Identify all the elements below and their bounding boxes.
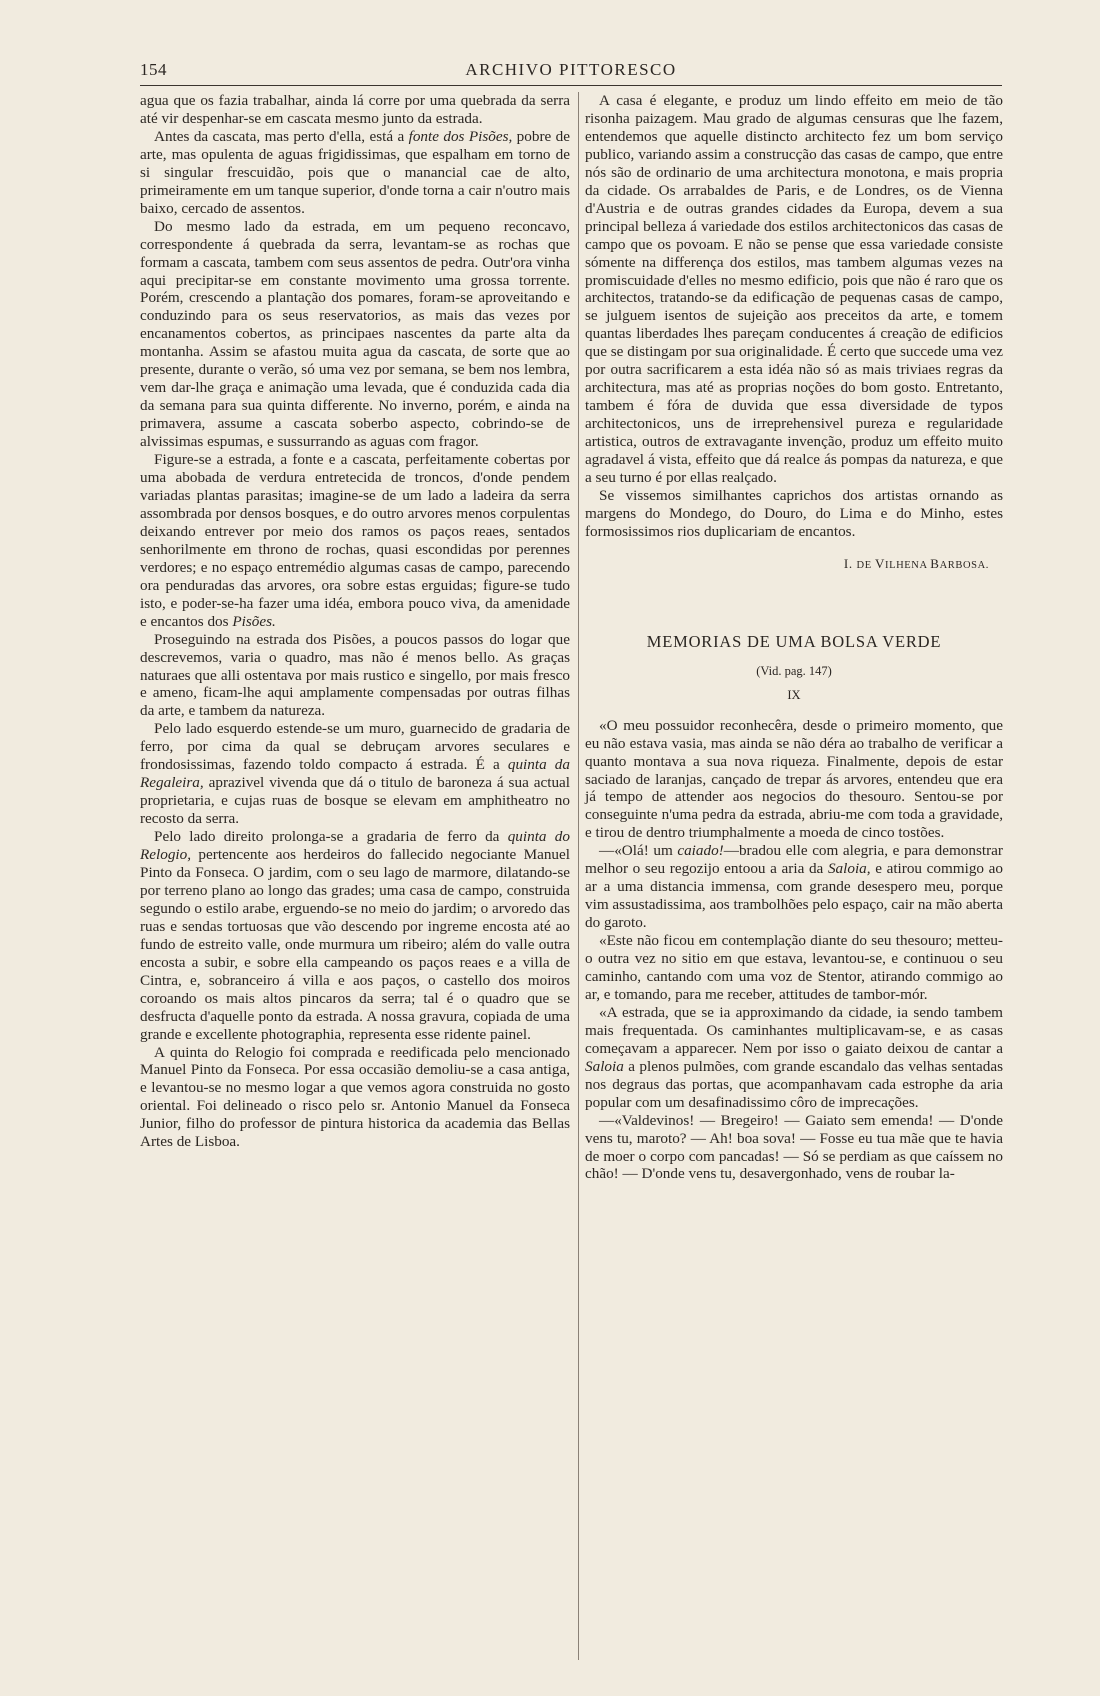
article-title: MEMORIAS DE UMA BOLSA VERDE [646, 631, 942, 651]
header-rule [140, 85, 1002, 86]
page-number: 154 [140, 60, 167, 79]
author-signature: I. DE VILHENA BARBOSA. [843, 555, 989, 571]
paragraph: «A estrada, que se ia approximando da cidade, ia sendo tambem mais frequentada. Os caminhantes multiplicavam-se, e as casas começavam a apparecer. Nem por isso o gaiato deixou de cantar a Saloia a plenos pulmões, com grande escandalo das velhas sentadas nos degraus das portas, que acompanhavam cada estrophe da aria popular com um desafinadissimo côro de imprecações. [585, 1003, 1003, 1111]
paragraph: agua que os fazia trabalhar, ainda lá corre por uma quebrada da serra até vir despenhar-se em cascata mesmo junto da estrada. [140, 92, 570, 127]
paragraph: Antes da cascata, mas perto d'ella, está a fonte dos Pisões, pobre de arte, mas opulenta de aguas frigidissimas, que espalham em torno de si singular frescuidão, pois que o manancial cae de alto, primeiramente em um tanque superior, d'onde torna a cair n'outro mais baixo, cercado de assentos. [140, 127, 570, 217]
article-reference: (Vid. pag. 147) [756, 663, 832, 678]
paragraph: Proseguindo na estrada dos Pisões, a poucos passos do logar que descrevemos, varia o quadro, mas não é menos bello. As graças naturaes que alli ostentava por mais rustico e singello, por mais fresco e ameno, ficam-lhe aqui amplamente compensadas por outras filhas da arte, e tambem da natureza. [140, 630, 570, 720]
section-separator [585, 575, 1003, 633]
chapter-number: IX [787, 687, 801, 702]
left-column [140, 92, 570, 1151]
paragraph: —«Valdevinos! — Bregeiro! — Gaiato sem emenda! — D'onde vens tu, maroto? — Ah! boa sova! — Fosse eu tua mãe que te havia de moer o corpo com pancadas! — Só se perdiam as que caíssem no chão! — D'onde vens tu, desavergonhado, vens de roubar la- [585, 1111, 1003, 1183]
page-header [140, 60, 1002, 86]
column-divider [578, 92, 579, 1660]
paragraph: «Este não ficou em contemplação diante do seu thesouro; metteu-o outra vez no sitio em que estava, levantou-se, e continuou o seu caminho, cantando com uma voz de Stentor, atirando commigo ao ar, e tomando, para me receber, attitudes de tambor-mór. [585, 932, 1003, 1003]
paragraph: «O meu possuidor reconhecêra, desde o primeiro momento, que eu não estava vasia, mas ainda se não déra ao trabalho de verificar a quanto montava a sua nova riqueza. Finalmente, depois de estar saciado de laranjas, cançado de trepar ás arvores, entendeu que era já tempo de attender aos negocios do thesouro. Sentou-se por conseguinte n'uma pedra da estrada, abriu-me com toda a gravidade, e tirou de dentro triumphalmente a moeda de cinco tostões. [585, 716, 1003, 842]
paragraph: Do mesmo lado da estrada, em um pequeno reconcavo, correspondente á quebrada da serra, levantam-se as rochas que formam a cascata, tambem com seus assentos de pedra. Outr'ora vinha aqui precipitar-se em constante movimento uma grossa torrente. Porém, crescendo a plantação dos pomares, foram-se aproveitando e conduzindo para os seus reservatorios, as mais das vezes por encanamentos cobertos, as principaes nascentes da parte alta da montanha. Assim se afastou muita agua da cascata, de sorte que ao presente, durante o verão, só uma vez por semana, se bem nos lembra, vem dar-lhe graça e animação uma levada, que é conduzida cada dia da semana para sua quinta differente. No inverno, porém, e ainda na primavera, assume a cascata soberbo aspecto, cobrindo-se de alvissimas espumas, e sussurrando as aguas com fragor. [140, 217, 570, 451]
paragraph: A quinta do Relogio foi comprada e reedificada pelo mencionado Manuel Pinto da Fonseca. Por essa occasião demoliu-se a casa antiga, e levantou-se no mesmo logar a que vemos agora construida no gosto oriental. Foi delineado o risco pelo sr. Antonio Manuel da Fonseca Junior, filho do professor de pintura historica da academia das Bellas Artes de Lisboa. [140, 1043, 570, 1151]
right-column [585, 92, 1003, 1183]
paragraph: Pelo lado direito prolonga-se a gradaria de ferro da quinta do Relogio, pertencente aos herdeiros do fallecido negociante Manuel Pinto da Fonseca. O jardim, com o seu lago de marmore, dilatando-se por terreno plano ao longo das grades; uma casa de campo, construida segundo o estilo arabe, erguendo-se no meio do jardim; o arvoredo das ruas e sendas tortuosas que vão descendo por ingreme encosta até ao fundo de estreito valle, onde murmura um ribeiro; além do valle outra encosta a subir, e sobre ella campeando os paços reaes e a villa de Cintra, e, sobranceiro á villa e aos paços, o castello dos moiros coroando os mais altos pincaros da serra; tal é o quadro que se desfructa d'aquelle ponto da estrada. A nossa gravura, copiada de uma grande e excellente photographia, representa esse ridente painel. [140, 828, 570, 1043]
running-title: ARCHIVO PITTORESCO [465, 60, 677, 79]
paragraph: A casa é elegante, e produz um lindo effeito em meio de tão risonha paizagem. Mau grado de algumas censuras que lhe fazem, entendemos que aquelle distincto architecto fez um bom serviço publico, variando assim a construcção das casas de campo, que entre nós são de ordinario de uma architectura monotona, e mais propria da cidade. Os arrabaldes de Paris, e de Londres, os de Vienna d'Austria e de outras grandes cidades da Europa, devem a sua principal belleza á variedade dos estilos architectonicos das casas de campo que os povoam. E não se pense que essa variedade consiste sómente na differença dos estilos, mas tambem algumas vezes na promiscuidade d'elles no mesmo edificio, pois que não é raro que os architectos, tratando-se da edificação de pequenas casas de campo, se julguem isentos de sujeição aos preceitos da arte, e tomem quantas liberdades lhes pareçam conducentes á creação de edificios que se distingam por sua originalidade. É certo que succede uma vez por outra sacrificarem a esta idéa não só as mais triviaes regras da architectura, mas até as proprias noções do bom gosto. Entretanto, tambem é fóra de duvida que essa diversidade de typos architectonicos, uns de irreprehensivel pureza e regularidade artistica, outros de extravagante invenção, produz um effeito muito agradavel á vista, effeito que dá realce ás pompas da natureza, e que a seu turno é por ellas realçado. [585, 92, 1003, 487]
paragraph: —«Olá! um caiado!—bradou elle com alegria, e para demonstrar melhor o seu regozijo entoou a aria da Saloia, e atirou commigo ao ar a uma distancia immensa, com grande desespero meu, porque vim assustadissima, aos trambolhões pelo espaço, cair na mão aberta do garoto. [585, 842, 1003, 932]
paragraph: Se vissemos similhantes caprichos dos artistas ornando as margens do Mondego, do Douro, do Lima e do Minho, estes formosissimos rios duplicariam de encantos. [585, 486, 1003, 540]
paragraph: Pelo lado esquerdo estende-se um muro, guarnecido de gradaria de ferro, por cima da qual se debruçam arvores seculares e frondosissimas, fazendo toldo compacto á estrada. É a quinta da Regaleira, aprazivel vivenda que dá o titulo de baroneza á sua actual proprietaria, e cujas ruas de bosque se elevam em amphitheatro no recosto da serra. [140, 720, 570, 828]
paragraph: Figure-se a estrada, a fonte e a cascata, perfeitamente cobertas por uma abobada de verdura entretecida de troncos, d'onde pendem variadas plantas parasitas; imagine-se de um lado a ladeira da serra assombrada por densos bosques, e do outro arvores menos corpulentas deixando entrever por meio dos ramos os paços reaes, sentados senhorilmente em throno de rochas, quasi escondidas por perennes verdores; e no espaço entremédio algumas casas de campo, parecendo ora penduradas das arvores, ora sobre estas erguidas; figure-se tudo isto, e poder-se-ha fazer uma idéa, embora pouco viva, da amenidade e encantos dos Pisões. [140, 451, 570, 630]
